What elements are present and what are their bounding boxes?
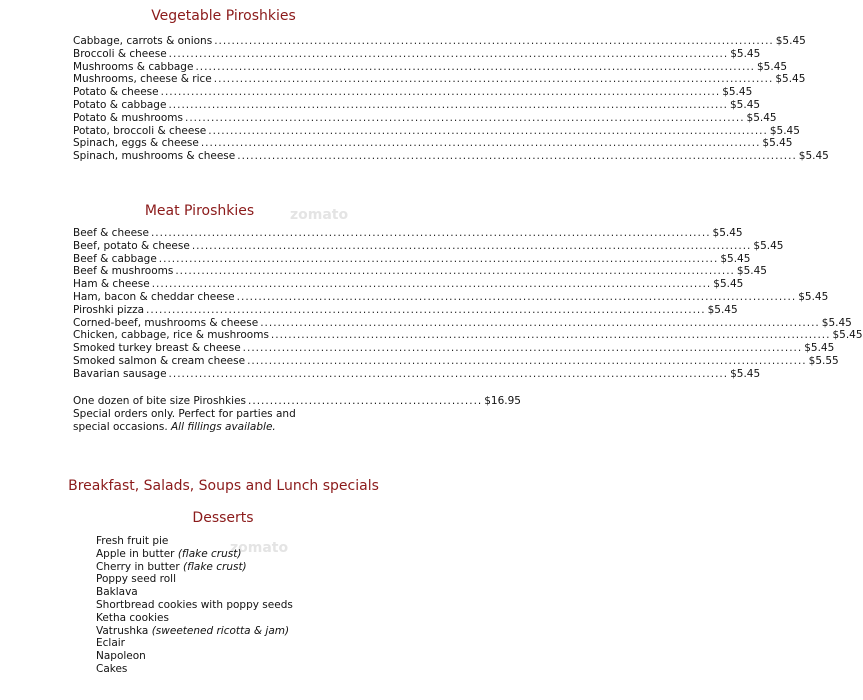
vegetable-item-price: $5.45 (775, 35, 806, 47)
dessert-item (96, 573, 293, 586)
dot-leader (152, 278, 712, 291)
meat-item (73, 265, 767, 278)
dozen-line-3: special occasions. All fillings available. (73, 421, 276, 433)
dessert-item-name: Apple in butter (96, 547, 175, 560)
dot-leader (214, 35, 774, 48)
meat-item (73, 367, 761, 381)
dessert-item (96, 586, 293, 599)
vegetable-item-name: Potato & mushrooms (73, 111, 183, 124)
desserts-title: Desserts (192, 510, 254, 526)
dot-leader (214, 73, 774, 86)
vegetable-item-name: Potato & cabbage (73, 98, 167, 111)
meat-item (73, 278, 744, 291)
meat-item-name: Beef & cabbage (73, 252, 157, 265)
vegetable-item (73, 73, 806, 86)
dot-leader (192, 240, 752, 253)
vegetable-item-price: $5.45 (775, 73, 806, 86)
dot-leader (237, 291, 797, 304)
meat-item-price: $5.45 (832, 329, 863, 342)
dessert-item-note: (flake crust) (177, 547, 242, 560)
dessert-item (96, 637, 293, 650)
dessert-item (96, 561, 293, 574)
dessert-item-name: Fresh fruit pie (96, 535, 169, 547)
dessert-item-name: Ketha cookies (96, 611, 169, 624)
vegetable-item-price: $5.45 (746, 111, 777, 124)
vegetable-item (73, 98, 761, 112)
vegetable-item-price: $5.45 (769, 124, 800, 137)
vegetable-item-name: Potato, broccoli & cheese (73, 124, 207, 137)
dessert-item (96, 535, 293, 548)
vegetable-item-name: Mushrooms & cabbage (73, 60, 194, 73)
vegetable-item-name: Cabbage, carrots & onions (73, 35, 213, 47)
dessert-item (96, 663, 293, 676)
dessert-item-name: Eclair (96, 637, 125, 650)
vegetable-item (73, 124, 800, 138)
meat-item-price: $5.45 (730, 367, 761, 380)
meat-item-name: Ham, bacon & cheddar cheese (73, 290, 235, 303)
meat-item (73, 342, 835, 355)
meat-item (73, 252, 751, 266)
meat-item-name: Beef & cheese (73, 227, 149, 239)
dot-leader (237, 150, 797, 163)
dozen-note (73, 395, 521, 434)
dot-leader (146, 304, 706, 317)
vegetable-item-price: $5.45 (730, 98, 761, 111)
dessert-item-name: Baklava (96, 586, 138, 599)
meat-item (73, 316, 852, 330)
dessert-item (96, 612, 293, 625)
dot-leader (169, 368, 729, 381)
meat-item-price: $5.45 (736, 265, 767, 278)
dot-leader (201, 137, 761, 150)
dozen-line-2: Special orders only. Perfect for parties and (73, 408, 296, 420)
dozen-name: One dozen of bite size Piroshkies (73, 395, 247, 407)
meat-item-price: $5.45 (821, 316, 852, 329)
dot-leader (168, 99, 728, 112)
meat-item-name: Beef, potato & cheese (73, 239, 190, 252)
vegetable-item-price: $5.45 (762, 137, 793, 150)
meat-item-name: Piroshki pizza (73, 303, 145, 316)
dot-leader (243, 342, 803, 355)
dot-leader (175, 265, 735, 278)
dozen-price: $16.95 (484, 395, 521, 407)
dessert-item-name: Poppy seed roll (96, 573, 177, 586)
meat-item-price: $5.45 (753, 239, 784, 252)
meat-item (73, 290, 829, 304)
vegetable-item (73, 35, 806, 48)
meat-item-name: Corned-beef, mushrooms & cheese (73, 316, 259, 329)
breakfast-title: Breakfast, Salads, Soups and Lunch specials (68, 478, 379, 494)
dot-leader (169, 48, 729, 61)
dessert-item (96, 625, 293, 638)
watermark-2: zomato (230, 540, 289, 556)
dessert-item (96, 599, 293, 612)
vegetable-item-name: Potato & cheese (73, 86, 159, 99)
meat-section-title: Meat Piroshkies (144, 203, 255, 219)
meat-item-price: $5.55 (808, 354, 839, 367)
vegetable-section-title: Vegetable Piroshkies (151, 8, 296, 24)
meat-item-price: $5.45 (804, 342, 835, 355)
vegetable-item-price: $5.45 (798, 150, 829, 163)
dessert-item-name: Cakes (96, 662, 128, 675)
meat-item (73, 354, 839, 368)
vegetable-item (73, 137, 793, 150)
dot-leader (271, 329, 831, 342)
dessert-item-name: Vatrushka (96, 624, 149, 637)
meat-item (73, 227, 743, 240)
dot-leader (185, 112, 745, 125)
fillings-note: All fillings available. (171, 421, 276, 433)
meat-item-name: Ham & cheese (73, 278, 150, 291)
dessert-item-note: (sweetened ricotta & jam) (151, 624, 290, 637)
vegetable-item-price: $5.45 (757, 60, 788, 73)
meat-item-price: $5.45 (707, 303, 738, 316)
vegetable-item-price: $5.45 (722, 86, 753, 99)
meat-item-price: $5.45 (720, 252, 751, 265)
meat-item-price: $5.45 (712, 227, 743, 239)
dot-leader (247, 355, 807, 368)
watermark: zomato (290, 207, 349, 223)
dessert-item (96, 548, 293, 561)
vegetable-menu-list (73, 35, 829, 163)
vegetable-item-price: $5.45 (730, 47, 761, 60)
desserts-list (96, 535, 293, 676)
vegetable-item-name: Spinach, eggs & cheese (73, 137, 199, 150)
vegetable-item-name: Spinach, mushrooms & cheese (73, 150, 236, 163)
meat-item (73, 303, 738, 317)
dot-leader (161, 86, 721, 99)
vegetable-item-name: Mushrooms, cheese & rice (73, 73, 212, 86)
meat-item-price: $5.45 (713, 278, 744, 291)
meat-item-name: Smoked turkey breast & cheese (73, 342, 241, 355)
meat-item-name: Bavarian sausage (73, 367, 167, 380)
dot-leader (260, 317, 820, 330)
vegetable-item (73, 86, 753, 99)
meat-item (73, 239, 784, 253)
meat-item-price: $5.45 (798, 290, 829, 303)
dot-leader (151, 227, 711, 240)
dessert-item (96, 650, 293, 663)
meat-item-name: Chicken, cabbage, rice & mushrooms (73, 329, 269, 342)
meat-item-name: Beef & mushrooms (73, 265, 174, 278)
meat-item (73, 329, 863, 342)
vegetable-item (73, 60, 788, 74)
dot-leader (195, 61, 755, 74)
meat-menu-list (73, 227, 863, 381)
meat-item-name: Smoked salmon & cream cheese (73, 354, 246, 367)
vegetable-item (73, 150, 829, 163)
dessert-item-name: Napoleon (96, 650, 146, 663)
vegetable-item (73, 111, 777, 125)
dot-leader (208, 125, 768, 138)
vegetable-item (73, 47, 761, 61)
dessert-item-name: Cherry in butter (96, 560, 180, 573)
dot-leader (159, 253, 719, 266)
dozen-dots: ...................................................... (248, 395, 483, 407)
vegetable-item-name: Broccoli & cheese (73, 47, 167, 60)
dessert-item-name: Shortbread cookies with poppy seeds (96, 598, 293, 611)
dessert-item-note: (flake crust) (183, 560, 247, 573)
